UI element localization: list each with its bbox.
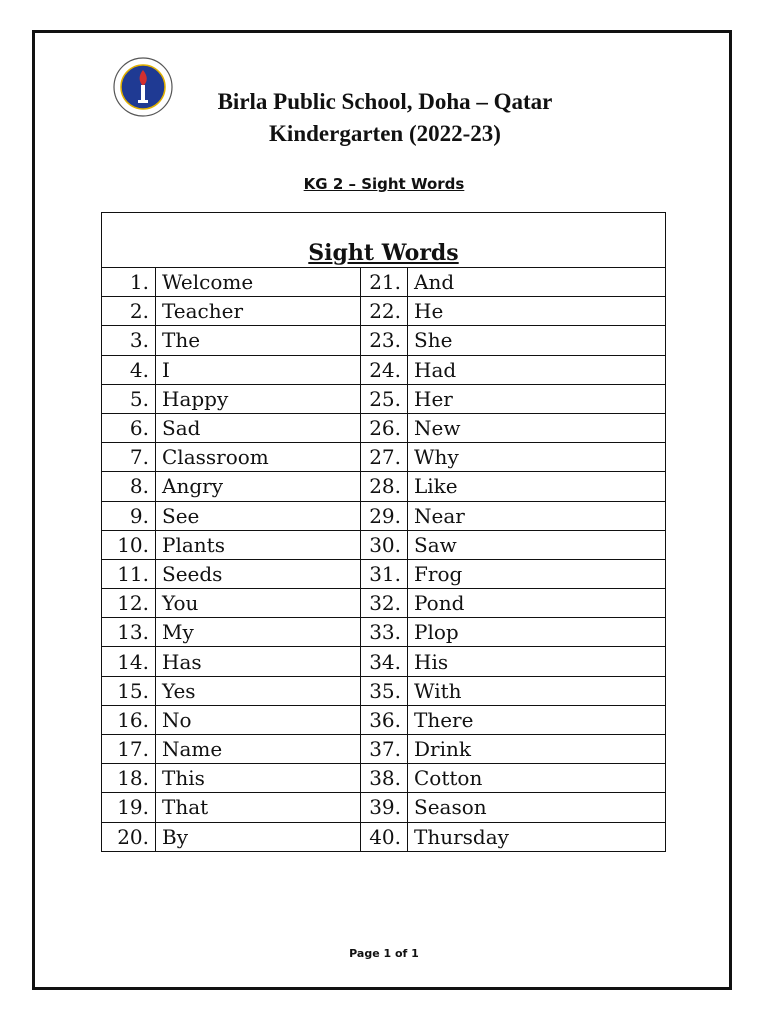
row-number: 40. [361,822,408,851]
table-row [102,297,666,326]
row-number: 7. [102,443,156,472]
row-number: 15. [102,676,156,705]
sight-word: Plop [408,618,666,647]
row-number: 5. [102,384,156,413]
row-number: 23. [361,326,408,355]
row-number: 18. [102,764,156,793]
sight-words-table [101,212,666,852]
sight-word: She [408,326,666,355]
row-number: 30. [361,530,408,559]
row-number: 26. [361,413,408,442]
table-row [102,764,666,793]
row-number: 8. [102,472,156,501]
row-number: 38. [361,764,408,793]
table-row [102,618,666,647]
table-row [102,384,666,413]
table-row [102,501,666,530]
sight-word: My [156,618,361,647]
sight-word: Near [408,501,666,530]
row-number: 12. [102,589,156,618]
table-row [102,822,666,851]
sight-word: Her [408,384,666,413]
table-row [102,413,666,442]
sight-word: Plants [156,530,361,559]
row-number: 24. [361,355,408,384]
sight-word: Had [408,355,666,384]
sight-word: Classroom [156,443,361,472]
sight-word: Cotton [408,764,666,793]
row-number: 21. [361,268,408,297]
document-subtitle: KG 2 – Sight Words [303,175,465,193]
row-number: 25. [361,384,408,413]
sight-word: That [156,793,361,822]
sight-word: Welcome [156,268,361,297]
sight-word: New [408,413,666,442]
sight-word: Yes [156,676,361,705]
table-row [102,443,666,472]
table-row [102,793,666,822]
sight-word: The [156,326,361,355]
row-number: 2. [102,297,156,326]
sight-word: There [408,705,666,734]
table-row [102,268,666,297]
sight-word: Seeds [156,559,361,588]
row-number: 31. [361,559,408,588]
row-number: 19. [102,793,156,822]
sight-word: And [408,268,666,297]
sight-word: No [156,705,361,734]
row-number: 6. [102,413,156,442]
sight-word: Saw [408,530,666,559]
table-row [102,735,666,764]
table-row [102,326,666,355]
table-row [102,676,666,705]
row-number: 14. [102,647,156,676]
table-row [102,559,666,588]
sight-word: By [156,822,361,851]
sight-word: Like [408,472,666,501]
sight-word: Season [408,793,666,822]
table-row [102,705,666,734]
row-number: 17. [102,735,156,764]
sight-word: His [408,647,666,676]
sight-word: See [156,501,361,530]
sight-word: With [408,676,666,705]
table-row [102,589,666,618]
sight-word: Name [156,735,361,764]
table-row [102,472,666,501]
row-number: 34. [361,647,408,676]
table-title: Sight Words [102,213,666,268]
row-number: 1. [102,268,156,297]
sight-word: Sad [156,413,361,442]
sight-word: Pond [408,589,666,618]
row-number: 11. [102,559,156,588]
sight-word: Thursday [408,822,666,851]
sight-word: Why [408,443,666,472]
sight-word: I [156,355,361,384]
row-number: 33. [361,618,408,647]
table-row [102,530,666,559]
sight-word: Drink [408,735,666,764]
sight-word: Has [156,647,361,676]
sight-word: He [408,297,666,326]
row-number: 27. [361,443,408,472]
table-row [102,355,666,384]
sight-word: You [156,589,361,618]
row-number: 28. [361,472,408,501]
grade-title: Kindergarten (2022-23) [269,121,501,146]
row-number: 22. [361,297,408,326]
page-number: Page 1 of 1 [349,947,419,960]
row-number: 35. [361,676,408,705]
row-number: 32. [361,589,408,618]
sight-word: This [156,764,361,793]
sight-word: Frog [408,559,666,588]
table-row [102,647,666,676]
row-number: 3. [102,326,156,355]
school-name: Birla Public School, Doha – Qatar [217,89,553,114]
row-number: 13. [102,618,156,647]
sight-word: Angry [156,472,361,501]
row-number: 37. [361,735,408,764]
sight-word: Teacher [156,297,361,326]
row-number: 16. [102,705,156,734]
row-number: 10. [102,530,156,559]
row-number: 9. [102,501,156,530]
row-number: 29. [361,501,408,530]
row-number: 39. [361,793,408,822]
row-number: 4. [102,355,156,384]
row-number: 20. [102,822,156,851]
sight-word: Happy [156,384,361,413]
row-number: 36. [361,705,408,734]
